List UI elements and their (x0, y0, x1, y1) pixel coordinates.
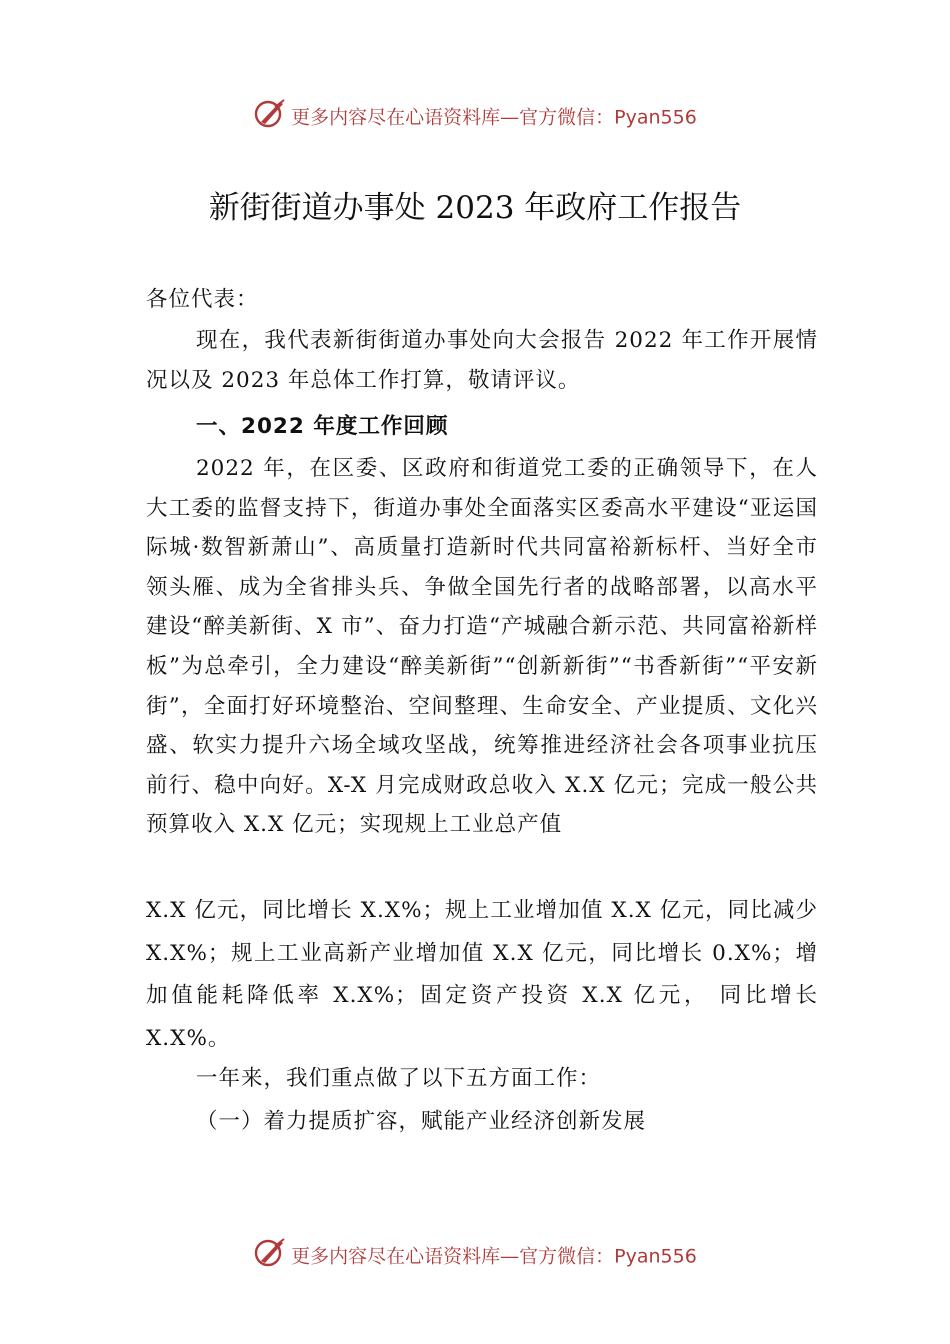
watermark-text: 更多内容尽在心语资料库—官方微信： (291, 106, 615, 129)
subheading-industry: （一）着力提质扩容，赋能产业经济创新发展 (196, 1109, 647, 1134)
watermark-text: 更多内容尽在心语资料库—官方微信： (291, 1245, 615, 1268)
watermark-wechat-id: Pyan556 (614, 1245, 697, 1268)
document-title: 新街街道办事处 2023 年政府工作报告 (208, 190, 742, 226)
watermark-wechat-id: Pyan556 (614, 106, 697, 129)
watermark-footer (0, 1237, 950, 1276)
section-heading-review: 一、2022 年度工作回顾 (196, 414, 449, 439)
review-paragraph-part1: 2022 年，在区委、区政府和街道党工委的正确领导下，在人大工委的监督支持下，街道办事处全面落实区委高水平建设“亚运国际城·数智新萧山”、高质量打造新时代共同富裕新标杆、当好全市领头雁、成为全省排头兵、争做全国先行者的战略部署，以高水平建设“醉美新街、X 市”、奋力打造“产城融合新示范、共同富裕新样板”为总牵引，全力建设“醉美新街”“创新新街”“书香新街”“平安新街”，全面打好环境整治、空间整理、生命安全、产业提质、文化兴盛、软实力提升六场全域攻坚战，统筹推进经济社会各项事业抗压前行、稳中向好。X-X 月完成财政总收入 X.X 亿元；完成一般公共预算收入 X.X 亿元；实现规上工业总产值 (146, 456, 818, 838)
quill-circle-logo-icon (253, 1237, 287, 1276)
quill-circle-logo-icon (253, 98, 287, 137)
watermark-header (0, 98, 950, 137)
five-aspects-intro: 一年来，我们重点做了以下五方面工作： (196, 1066, 602, 1091)
salutation: 各位代表： (146, 287, 259, 312)
review-paragraph-part2: X.X 亿元，同比增长 X.X%；规上工业增加值 X.X 亿元，同比减少 X.X%；规上工业高新产业增加值 X.X 亿元，同比增长 0.X%；增加值能耗降低率 X.X%；固定资产投资 X.X 亿元， 同比增长 X.X%。 (146, 898, 818, 1052)
intro-paragraph: 现在，我代表新街街道办事处向大会报告 2022 年工作开展情况以及 2023 年总体工作打算，敬请评议。 (146, 328, 818, 393)
